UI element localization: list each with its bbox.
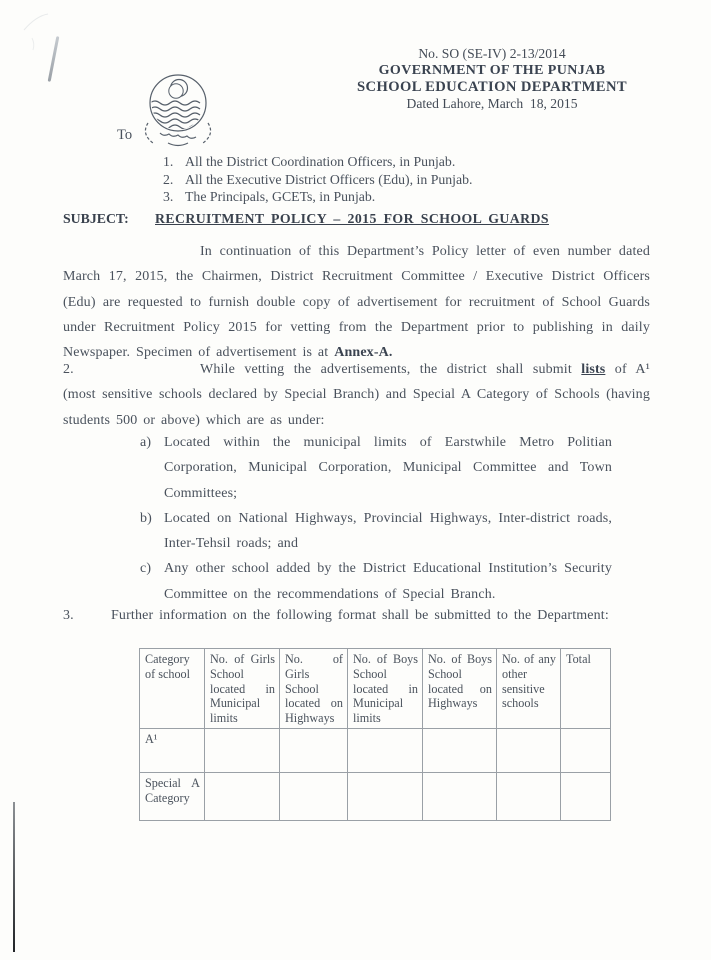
addressee-text: The Principals, GCETs, in Punjab. bbox=[185, 189, 376, 205]
empty-cell bbox=[348, 772, 423, 820]
lists-emphasis: lists bbox=[581, 362, 606, 377]
subject-title: RECRUITMENT POLICY – 2015 FOR SCHOOL GUARDS bbox=[155, 211, 549, 226]
paragraph-3-text: Further information on the following format shall be submitted to the Department: bbox=[111, 608, 609, 623]
table-row bbox=[140, 728, 611, 772]
paragraph-2 bbox=[63, 357, 650, 433]
crescent-waves-icon bbox=[145, 75, 210, 146]
paragraph-2-text-a: While vetting the advertisements, the district shall submit bbox=[200, 362, 582, 377]
punjab-government-emblem bbox=[126, 66, 230, 156]
empty-cell bbox=[561, 728, 611, 772]
paragraph-3 bbox=[63, 603, 650, 628]
empty-cell bbox=[205, 772, 280, 820]
empty-cell bbox=[423, 728, 497, 772]
col-header-boys-highways: No. of Boys School located on Highways bbox=[423, 649, 497, 729]
addressee-text: All the Executive District Officers (Edu), in Punjab. bbox=[185, 171, 473, 187]
list-marker: c) bbox=[140, 561, 152, 577]
subject-row bbox=[63, 211, 549, 227]
scan-edge-line bbox=[13, 802, 15, 952]
col-header-boys-municipal: No. of Boys School located in Municipal limits bbox=[348, 649, 423, 729]
addressee-list bbox=[163, 153, 473, 206]
faint-pen-scribble-icon bbox=[14, 8, 84, 68]
department-name: SCHOOL EDUCATION DEPARTMENT bbox=[356, 79, 628, 96]
col-header-other-sensitive: No. of any other sensitive schools bbox=[497, 649, 561, 729]
addressee-item bbox=[163, 153, 473, 171]
addressee-item bbox=[163, 171, 473, 189]
addressee-number: 2. bbox=[163, 171, 174, 187]
subject-label: SUBJECT: bbox=[63, 211, 129, 226]
row-category-a1: A¹ bbox=[140, 728, 205, 772]
table-header-row bbox=[140, 649, 611, 729]
list-item bbox=[140, 556, 612, 607]
empty-cell bbox=[423, 772, 497, 820]
paragraph-3-number: 3. bbox=[63, 608, 74, 623]
paragraph-2-number: 2. bbox=[63, 362, 74, 377]
empty-cell bbox=[497, 772, 561, 820]
addressee-number: 3. bbox=[163, 189, 174, 205]
letterhead bbox=[318, 46, 666, 112]
paragraph-1-text: In continuation of this Department’s Policy letter of even number dated March 17, 2015, the Chairmen, District Recruitment Committee / Executive District Officers (Edu) are requested to furnish double copy of advertisement for recruitment of School Guards under Recruitment Policy 2015 for vetting from the Department prior to publishing in daily Newspaper. Specimen of advertisement is at bbox=[63, 244, 650, 361]
empty-cell bbox=[280, 772, 348, 820]
reference-number: No. SO (SE-IV) 2-13/2014 bbox=[418, 46, 566, 61]
annex-reference: Annex-A. bbox=[334, 345, 393, 361]
col-header-girls-highways: No. of Girls School located on Highways bbox=[280, 649, 348, 729]
list-marker: a) bbox=[140, 435, 152, 450]
empty-cell bbox=[348, 728, 423, 772]
addressee-item bbox=[163, 188, 473, 206]
table-row bbox=[140, 772, 611, 820]
list-item-text: Any other school added by the District Educational Institution’s Security Committee on the recommendations of Special Branch. bbox=[164, 561, 612, 602]
paragraph-1 bbox=[63, 239, 650, 365]
empty-cell bbox=[497, 728, 561, 772]
paragraph-2-text-b: of A¹ (most sensitive schools declared by Special Branch) and Special A Category of Schools (having students 500 or above) which are as under: bbox=[63, 362, 651, 428]
list-item-text: Located on National Highways, Provincial Highways, Inter-district roads, Inter-Tehsil roads; and bbox=[164, 510, 612, 552]
list-item bbox=[140, 430, 612, 506]
government-name: GOVERNMENT OF THE PUNJAB bbox=[378, 62, 606, 78]
empty-cell bbox=[205, 728, 280, 772]
list-item bbox=[140, 506, 612, 557]
salutation-to: To bbox=[117, 127, 133, 143]
col-header-girls-municipal: No. of Girls School located in Municipal limits bbox=[205, 649, 280, 729]
list-item-text: Located within the municipal limits of Earstwhile Metro Politian Corporation, Municipal Corporation, Municipal Committee and Town Committees; bbox=[164, 435, 612, 501]
col-header-category: Category of school bbox=[140, 649, 205, 729]
date-line: Dated Lahore, March 18, 2015 bbox=[406, 95, 578, 111]
col-header-total: Total bbox=[561, 649, 611, 729]
list-marker: b) bbox=[140, 510, 152, 526]
addressee-text: All the District Coordination Officers, in Punjab. bbox=[185, 154, 456, 169]
school-format-table bbox=[139, 648, 611, 821]
empty-cell bbox=[280, 728, 348, 772]
empty-cell bbox=[561, 772, 611, 820]
criteria-list bbox=[140, 430, 612, 607]
row-category-special-a: Special A Category bbox=[140, 772, 205, 820]
addressee-number: 1. bbox=[163, 154, 174, 169]
